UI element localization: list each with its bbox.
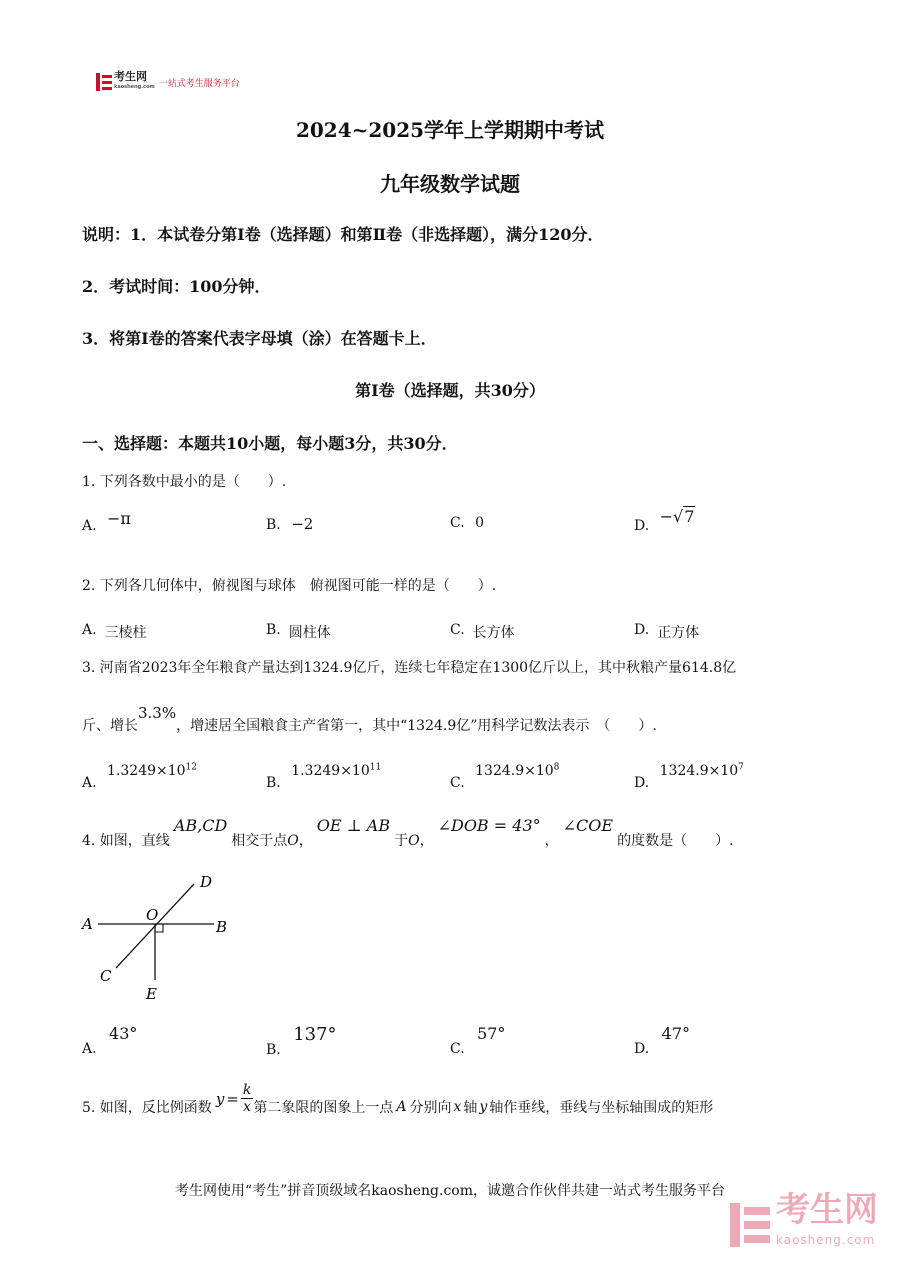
label-c: C: [100, 967, 112, 985]
logo-domain: kaosheng.com: [114, 84, 155, 90]
q1-option-c: C. 0: [450, 515, 485, 531]
exam-subtitle: 九年级数学试题: [380, 172, 520, 196]
q4-option-d: D. 47°: [634, 1024, 690, 1057]
q2-option-c: C. 长方体: [450, 622, 515, 641]
q3-option-a: A. $1.3249\times 10^{12}$: [82, 762, 197, 791]
q1-option-d: D. −√7: [634, 507, 695, 534]
watermark: [730, 1190, 878, 1255]
part-heading: 一、选择题：本题共10小题，每小题3分，共30分．: [82, 434, 458, 453]
q2-option-d: D. 正方体: [634, 622, 700, 641]
q2-stem: 2. 下列各几何体中，俯视图与球体 俯视图可能一样的是（ ）.: [82, 578, 497, 594]
label-a: A: [82, 915, 93, 933]
watermark-name: 考生网: [776, 1190, 878, 1230]
q3-option-d: D. $1324.9\times 10^7$: [634, 762, 744, 791]
q1-stem: 1. 下列各数中最小的是（ ）.: [82, 474, 287, 490]
q4-stem: 4. 如图，直线AB,CD相交于点O，OE ⊥ AB于O，∠DOB = 43°，∠COE的度数是（ ）.: [82, 816, 734, 849]
exam-title: 2024~2025学年上学期期中考试: [295, 118, 605, 142]
watermark-domain: kaosheng.com: [776, 1233, 876, 1247]
q4-option-c: C. 57°: [450, 1024, 506, 1057]
q3-line-1: 3. 河南省2023年全年粮食产量达到1324.9亿斤，连续七年稳定在1300亿斤以上，其中秋粮产量614.8亿: [82, 660, 737, 676]
sqrt-icon: √: [673, 507, 684, 526]
note-2: 2．考试时间：100分钟．: [82, 277, 271, 296]
note-3: 3．将第Ⅰ卷的答案代表字母填（涂）在答题卡上．: [82, 329, 437, 348]
kaosheng-watermark-icon: [730, 1203, 770, 1247]
q4-option-b: B. 137°: [266, 1024, 337, 1058]
kaosheng-logo-icon: [96, 73, 112, 91]
q3-option-c: C. $1324.9\times 10^8$: [450, 762, 560, 791]
q5-stem: 5. 如图，反比例函数 y = $\frac{k}{x}$ 第二象限的图象上一点 A 分别向 x 轴 y 轴作垂线，垂线与坐标轴围成的矩形: [82, 1082, 714, 1116]
q2-option-b: B. 圆柱体: [266, 622, 331, 641]
label-o: O: [146, 906, 159, 924]
logo-slogan: 一站式考生服务平台: [158, 78, 240, 89]
fraction-k-over-x: $\frac{k}{x}$: [242, 1082, 252, 1115]
label-e: E: [146, 985, 157, 1003]
label-b: B: [216, 918, 228, 936]
note-1: 说明：1．本试卷分第Ⅰ卷（选择题）和第Ⅱ卷（非选择题），满分120分．: [82, 225, 604, 244]
q4-option-a: A. 43°: [82, 1024, 138, 1057]
q4-figure: [76, 868, 246, 1008]
q3-line-2: 斤、增长3.3%，增速居全国粮食主产省第一，其中“1324.9亿”用科学记数法表示 （ ）.: [82, 704, 657, 734]
label-d: D: [200, 873, 213, 891]
site-logo: [96, 72, 240, 92]
q2-option-a: A. 三棱柱: [82, 622, 147, 641]
section-title: 第Ⅰ卷（选择题，共30分）: [355, 381, 545, 400]
page-footer: 考生网使用“考生”拼音顶级域名kaosheng.com，诚邀合作伙伴共建一站式考生服务平台: [174, 1183, 726, 1199]
q3-option-b: B. $1.3249\times 10^{11}$: [266, 762, 382, 791]
logo-name: 考生网: [114, 70, 147, 83]
q1-option-a: A. −π: [82, 509, 131, 534]
q1-option-b: B. −2: [266, 515, 314, 533]
